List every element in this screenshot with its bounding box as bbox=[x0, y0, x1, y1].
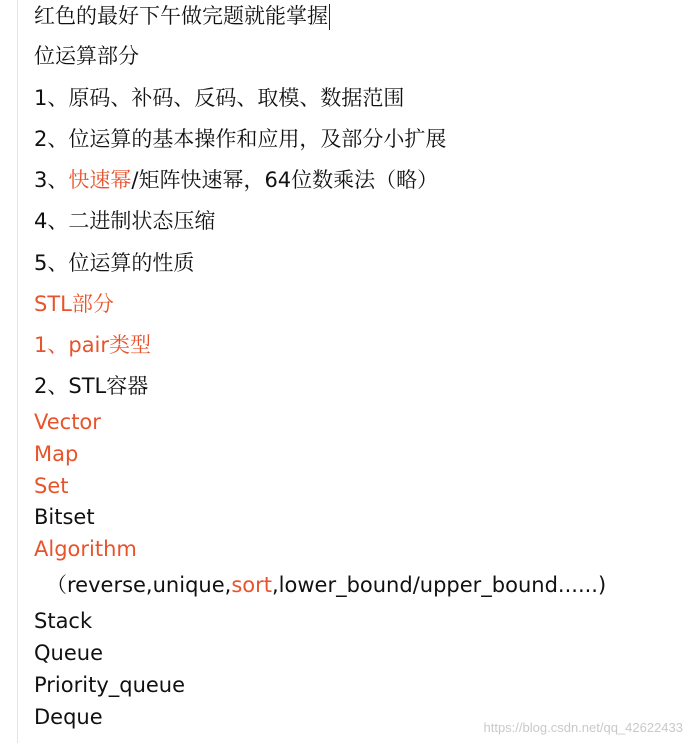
highlight-text: 快速幂 bbox=[68, 168, 132, 192]
text-caret bbox=[329, 4, 330, 30]
container-item: Set bbox=[34, 474, 69, 498]
list-item-number: 3、 bbox=[34, 168, 69, 192]
note-line bbox=[34, 2, 330, 30]
list-item: 5、位运算的性质 bbox=[34, 251, 195, 275]
list-item-text: /矩阵快速幂，64位数乘法（略） bbox=[131, 168, 439, 192]
section-heading-stl: STL部分 bbox=[34, 292, 114, 316]
function-list-text: ,lower_bound/upper_bound......) bbox=[271, 573, 607, 597]
container-item: Priority_queue bbox=[34, 673, 186, 697]
container-item: Deque bbox=[34, 705, 103, 729]
list-item: 1、原码、补码、反码、取模、数据范围 bbox=[34, 86, 405, 110]
left-margin-rule bbox=[17, 0, 18, 743]
watermark-url: https://blog.csdn.net/qq_42622433 bbox=[483, 720, 683, 735]
section-heading-bitops: 位运算部分 bbox=[34, 44, 139, 68]
list-item: 2、位运算的基本操作和应用，及部分小扩展 bbox=[34, 127, 447, 151]
algorithm-functions bbox=[46, 571, 606, 599]
container-item: Bitset bbox=[34, 505, 95, 529]
container-item: Vector bbox=[34, 410, 101, 434]
list-item: 1、pair类型 bbox=[34, 333, 152, 357]
list-item: 4、二进制状态压缩 bbox=[34, 209, 216, 233]
list-item bbox=[34, 166, 438, 194]
list-item: 2、STL容器 bbox=[34, 374, 149, 398]
container-item: Stack bbox=[34, 609, 93, 633]
container-item: Queue bbox=[34, 641, 103, 665]
function-list-text: （reverse,unique, bbox=[46, 573, 232, 597]
container-item: Algorithm bbox=[34, 537, 137, 561]
note-text: 红色的最好下午做完题就能掌握 bbox=[34, 4, 328, 28]
container-item: Map bbox=[34, 442, 79, 466]
highlight-text: sort bbox=[231, 573, 272, 597]
